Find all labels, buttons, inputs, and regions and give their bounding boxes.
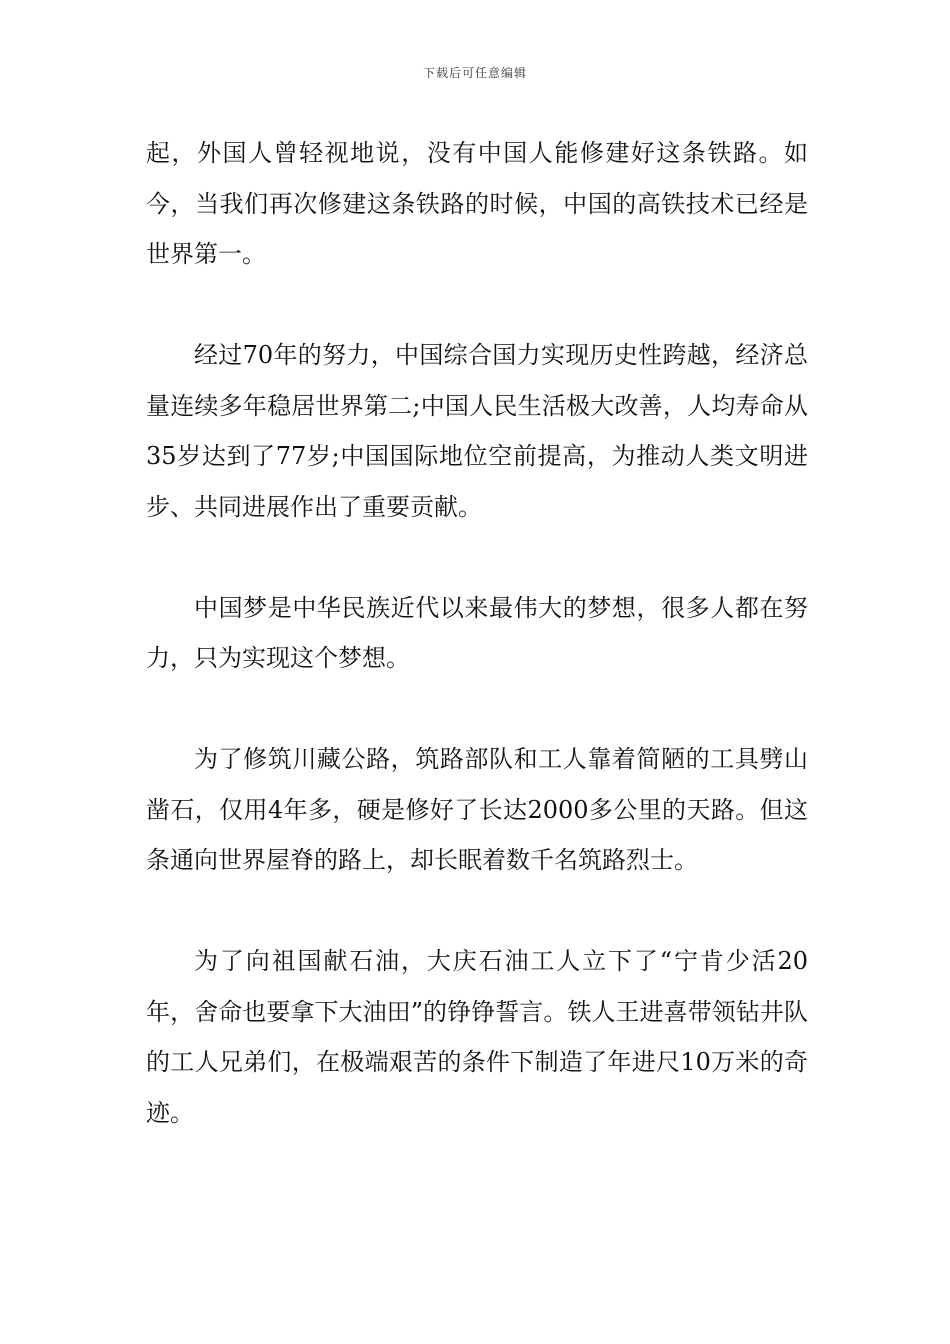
page-header-note: 下载后可任意编辑 bbox=[422, 66, 527, 80]
paragraph-sichuan-tibet-road: 为了修筑川藏公路，筑路部队和工人靠着简陋的工具劈山凿石，仅用4年多，硬是修好了长达2000多公里的天路。但这条通向世界屋脊的路上，却长眠着数千名筑路烈士。 bbox=[146, 745, 808, 874]
paragraph-national-strength: 经过70年的努力，中国综合国力实现历史性跨越，经济总量连续多年稳居世界第二;中国人民生活极大改善，人均寿命从35岁达到了77岁;中国国际地位空前提高，为推动人类文明进步、共同进展作出了重要贡献。 bbox=[146, 341, 808, 521]
document-body bbox=[146, 128, 808, 1189]
paragraph-chinese-dream: 中国梦是中华民族近代以来最伟大的梦想，很多人都在努力，只为实现这个梦想。 bbox=[146, 593, 808, 672]
paragraph-continuation: 起，外国人曾轻视地说，没有中国人能修建好这条铁路。如今，当我们再次修建这条铁路的时候，中国的高铁技术已经是世界第一。 bbox=[146, 139, 808, 268]
paragraph-daqing-oilfield: 为了向祖国献石油，大庆石油工人立下了“宁肯少活20年，舍命也要拿下大油田”的铮铮誓言。铁人王进喜带领钻井队的工人兄弟们，在极端艰苦的条件下制造了年进尺10万米的奇迹。 bbox=[146, 947, 808, 1127]
